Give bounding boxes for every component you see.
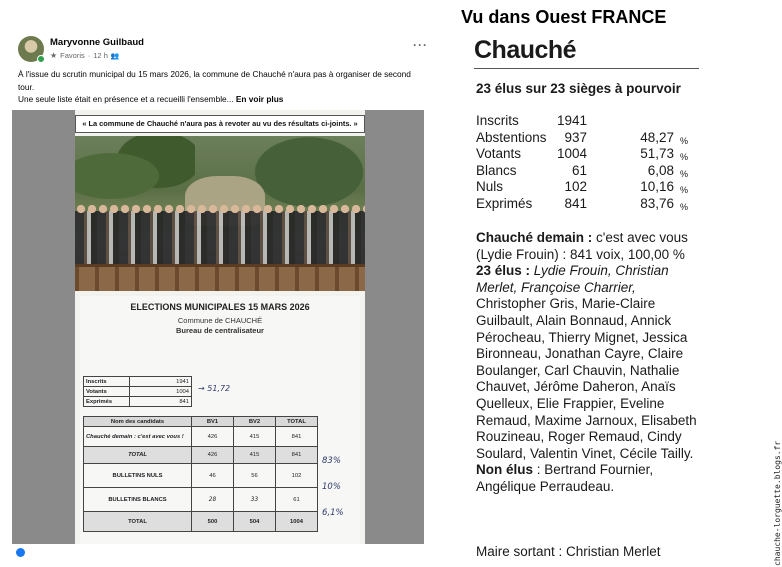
row-label: BULLETINS NULS	[84, 464, 192, 488]
sheet-commune: Commune de CHAUCHÉ	[177, 316, 263, 325]
stats-row	[476, 196, 700, 213]
cell-bv1: 426	[192, 427, 234, 447]
stat-value: 841	[564, 195, 587, 211]
not-elected-label: Non élus	[476, 462, 534, 478]
photo-crowd	[75, 211, 365, 266]
percent-symbol: %	[680, 135, 689, 146]
post-text	[18, 68, 423, 106]
list-result: c'est avec vous (Lydie Frouin) : 841 voix, 100,00 %	[476, 230, 688, 262]
elected-names-italic: Lydie Frouin, Christian Merlet, Françoise Charrier,	[476, 263, 669, 295]
elected-names: Christopher Gris, Marie-Claire Guilbault, Alain Bonnaud, Annick Pérocheau, Thierry Mignet, Jessica Bironneau, Jonathan Cayre, Claire Boulanger, Carl Chauvin, Nathalie Chauvet, Jérôme Daheron, Anaïs Quelleux, Elie Frappier, Eveline Remaud, Maxime Jarnoux, Elisabeth Rouzineau, Roger Remaud, Cindy Soulard, Valentin Vinet, Cécile Tailly.	[476, 296, 697, 461]
post-author[interactable]: Maryvonne Guilbaud	[50, 37, 144, 48]
group-photo	[75, 136, 365, 291]
handwritten-percentages	[322, 448, 344, 526]
cell-total: 841	[276, 447, 318, 464]
table-row	[84, 427, 318, 447]
sheet-bureau: Bureau de centralisateur	[176, 326, 264, 335]
stat-value: 61	[571, 162, 587, 178]
newspaper-clipping	[474, 34, 704, 564]
table-header-row	[84, 417, 318, 427]
post-text-line2	[18, 93, 423, 106]
summary-label: Votants	[84, 387, 130, 397]
stat-percent: 6,08	[647, 162, 674, 178]
cell-total: 1004	[276, 512, 318, 532]
post-header	[18, 36, 428, 66]
table-row	[84, 488, 318, 512]
see-more-link[interactable]: En voir plus	[235, 94, 284, 104]
summary-row	[84, 397, 192, 407]
blog-watermark: chauche-lorguette.blogs.fr	[773, 440, 782, 566]
cell-bv1: 28	[192, 488, 234, 512]
column-header: Nom des candidats	[84, 417, 192, 427]
cell-bv2: 415	[234, 427, 276, 447]
stat-percent: 83,76	[640, 195, 674, 211]
stats-row	[476, 146, 700, 163]
stat-value: 1941	[556, 113, 587, 128]
stat-percent: 48,27	[640, 129, 674, 145]
handwritten-note: → 51,72	[198, 384, 231, 393]
friends-icon: 👥	[110, 52, 120, 60]
results-sheet	[80, 296, 360, 544]
clipping-town: Chauché	[474, 36, 577, 64]
column-header: BV1	[192, 417, 234, 427]
more-options-button[interactable]	[413, 38, 428, 52]
cell-bv2: 415	[234, 447, 276, 464]
outgoing-mayor: Maire sortant : Christian Merlet	[476, 544, 661, 559]
stat-percent: 51,73	[640, 146, 674, 162]
sheet-title: ELECTIONS MUNICIPALES 15 MARS 2026	[130, 302, 310, 312]
elected-label: 23 élus :	[476, 263, 531, 279]
row-label: BULLETINS BLANCS	[84, 488, 192, 512]
stat-label: Nuls	[476, 179, 504, 195]
not-elected-paragraph	[476, 462, 704, 495]
meta-separator: ·	[87, 51, 91, 60]
summary-row	[84, 377, 192, 387]
table-row	[84, 447, 318, 464]
divider	[474, 68, 699, 69]
stats-row	[476, 113, 700, 130]
like-reaction-icon[interactable]	[16, 548, 25, 557]
clipping-article	[476, 230, 704, 496]
stat-label: Blancs	[476, 162, 517, 178]
cell-total: 61	[276, 488, 318, 512]
post-image[interactable]	[12, 110, 424, 544]
stat-value: 937	[564, 129, 587, 145]
photo-crowd-heads	[75, 202, 365, 216]
stats-row	[476, 130, 700, 147]
summary-label: Exprimés	[84, 397, 130, 407]
summary-value: 1004	[130, 387, 192, 397]
poster-banner: « La commune de Chauché n'aura pas à revoter au vu des résultats ci-joints. »	[75, 115, 365, 133]
post-footer	[16, 548, 426, 557]
summary-label: Inscrits	[84, 377, 130, 387]
candidate-name: Chauché demain : c'est avec vous !	[84, 427, 192, 447]
cell-bv2: 504	[234, 512, 276, 532]
summary-value: 841	[130, 397, 192, 407]
column-header: TOTAL	[276, 417, 318, 427]
table-row	[84, 512, 318, 532]
cell-total: 102	[276, 464, 318, 488]
table-row	[84, 464, 318, 488]
post-text-excerpt: Une seule liste était en présence et a recueilli l'ensemble...	[18, 94, 234, 104]
clipping-seats: 23 élus sur 23 sièges à pourvoir	[476, 81, 681, 96]
summary-value: 1941	[130, 377, 192, 387]
percent-symbol: %	[680, 185, 689, 196]
percent-symbol: %	[680, 152, 689, 163]
handwritten-note: 10%	[322, 482, 341, 492]
ellipsis-icon: ···	[413, 38, 428, 52]
row-label: TOTAL	[84, 512, 192, 532]
elected-paragraph	[476, 263, 704, 462]
cell-bv1: 500	[192, 512, 234, 532]
results-table	[83, 416, 318, 532]
stat-percent: 10,16	[640, 179, 674, 195]
post-text-line1: À l'issue du scrutin municipal du 15 mars 2026, la commune de Chauché n'aura pas à organiser de second tour.	[18, 69, 411, 92]
stats-table	[476, 113, 700, 213]
page-headline: Vu dans Ouest FRANCE	[461, 7, 667, 27]
stat-label: Votants	[476, 146, 522, 162]
summary-table	[83, 376, 192, 407]
handwritten-note: 6,1%	[322, 508, 344, 518]
not-elected-names: : Bertrand Fournier, Angélique Perraudeau.	[476, 462, 654, 494]
percent-symbol: %	[680, 201, 689, 212]
stats-row	[476, 179, 700, 196]
stat-label: Abstentions	[476, 129, 547, 145]
cell-bv1: 426	[192, 447, 234, 464]
star-icon: ★	[50, 51, 58, 60]
cell-bv2: 56	[234, 464, 276, 488]
stat-label: Inscrits	[476, 113, 519, 128]
stats-row	[476, 163, 700, 180]
column-header: BV2	[234, 417, 276, 427]
results-poster	[75, 110, 365, 544]
percent-symbol: %	[680, 168, 689, 179]
post-time[interactable]: 12 h	[93, 51, 108, 60]
cell-bv2: 33	[234, 488, 276, 512]
post-meta	[50, 51, 120, 60]
row-label: TOTAL	[84, 447, 192, 464]
summary-row	[84, 387, 192, 397]
post-audience[interactable]: Favoris	[60, 51, 85, 60]
stat-label: Exprimés	[476, 195, 533, 211]
stat-value: 102	[564, 179, 587, 195]
online-status-icon	[37, 55, 45, 63]
cell-total: 841	[276, 427, 318, 447]
list-name: Chauché demain :	[476, 230, 593, 245]
list-result-paragraph	[476, 230, 704, 263]
stat-value: 1004	[556, 146, 587, 162]
cell-bv1: 46	[192, 464, 234, 488]
photo-bridge	[75, 264, 365, 291]
handwritten-note: 83%	[322, 456, 341, 466]
